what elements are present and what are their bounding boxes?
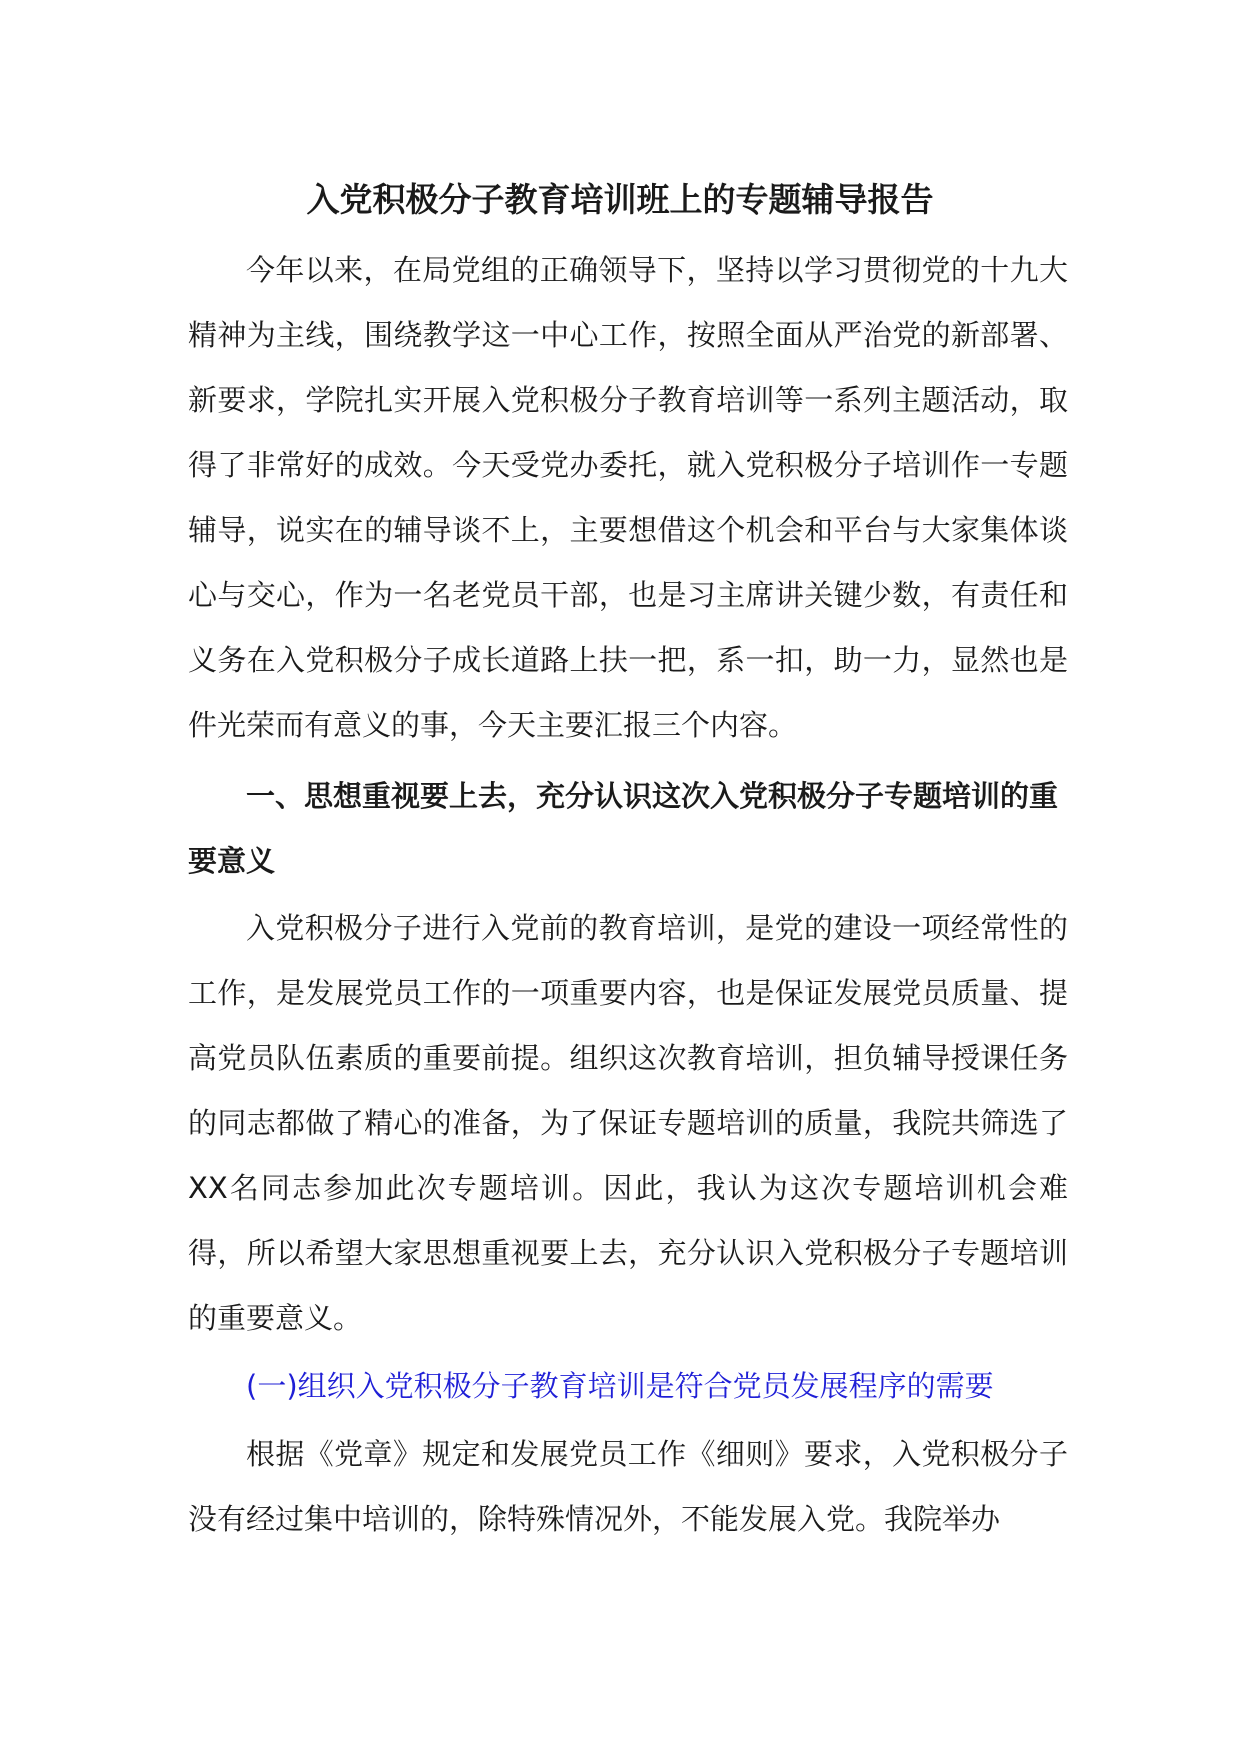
subsection-heading-1: (一)组织入党积极分子教育培训是符合党员发展程序的需要	[246, 1369, 994, 1403]
paragraph-subsection-1: 根据《党章》规定和发展党员工作《细则》要求，入党积极分子没有经过集中培训的，除特殊情况外，不能发展入党。我院举办	[188, 1437, 1068, 1536]
document-title: 入党积极分子教育培训班上的专题辅导报告	[306, 180, 934, 219]
paragraph-section-1: 入党积极分子进行入党前的教育培训，是党的建设一项经常性的工作，是发展党员工作的一项重要内容，也是保证发展党员质量、提高党员队伍素质的重要前提。组织这次教育培训，担负辅导授课任务的同志都做了精心的准备，为了保证专题培训的质量，我院共筛选了XX名同志参加此次专题培训。因此，我认为这次专题培训机会难得，所以希望大家思想重视要上去，充分认识入党积极分子专题培训的重要意义。	[188, 911, 1068, 1335]
paragraph-intro: 今年以来，在局党组的正确领导下，坚持以学习贯彻党的十九大精神为主线，围绕教学这一中心工作，按照全面从严治党的新部署、新要求，学院扎实开展入党积极分子教育培训等一系列主题活动，取得了非常好的成效。今天受党办委托，就入党积极分子培训作一专题辅导，说实在的辅导谈不上，主要想借这个机会和平台与大家集体谈心与交心，作为一名老党员干部，也是习主席讲关键少数，有责任和义务在入党积极分子成长道路上扶一把，系一扣，助一力，显然也是件光荣而有意义的事，今天主要汇报三个内容。	[188, 253, 1068, 742]
section-heading-1: 一、思想重视要上去，充分认识这次入党积极分子专题培训的重要意义	[188, 779, 1059, 878]
